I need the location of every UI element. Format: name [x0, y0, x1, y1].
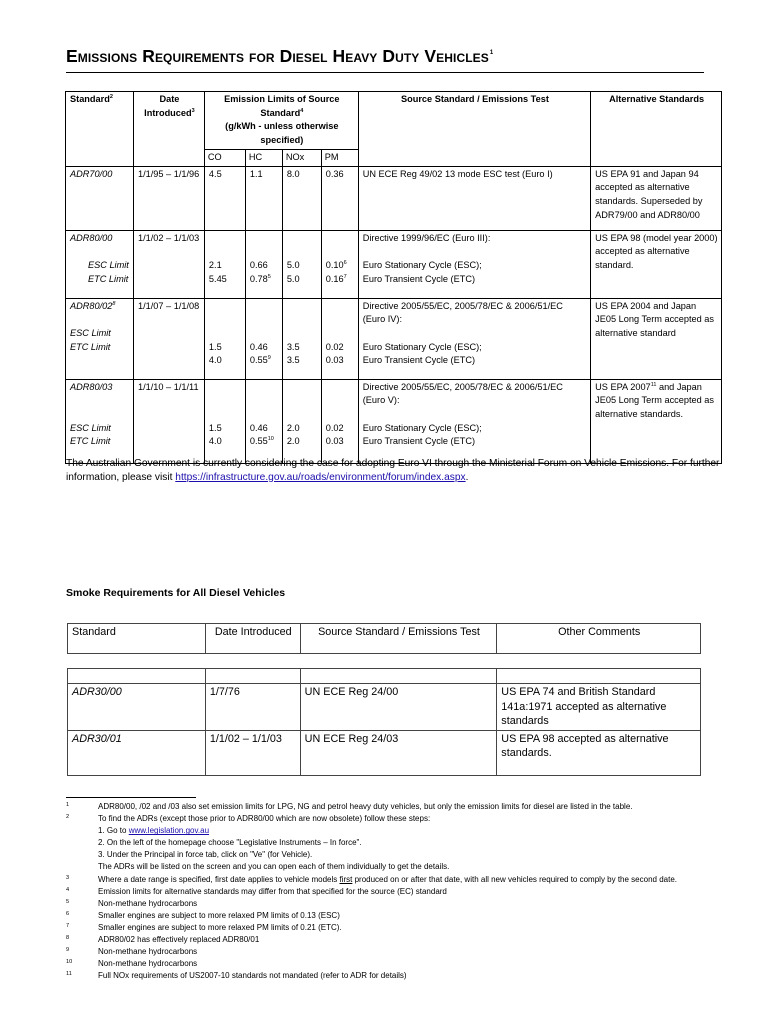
table-header-row — [66, 92, 722, 150]
table-row — [68, 669, 701, 684]
cell-alternative: US EPA 91 and Japan 94 accepted as alternative standards. Superseded by ADR79/00 and ADR80/00 — [591, 166, 722, 230]
cell-source: Directive 2005/55/EC, 2005/78/EC & 2006/51/EC (Euro IV): Euro Stationary Cycle (ESC); Euro Transient Cycle (ETC) — [358, 298, 590, 379]
cell-alternative: US EPA 2004 and Japan JE05 Long Term accepted as alternative standard — [591, 298, 722, 379]
cell-date: 1/1/95 – 1/1/96 — [133, 166, 204, 230]
footnote-ref[interactable]: 8 — [112, 300, 116, 307]
page-title-text: Emissions Requirements for Diesel Heavy Duty Vehicles — [66, 46, 489, 66]
cell-pm: 0.02 0.03 — [321, 379, 358, 463]
cell-nox: 5.0 5.0 — [282, 230, 321, 298]
footnote: 8 ADR80/02 has effectively replaced ADR80/01 — [66, 935, 260, 945]
footnote-ref[interactable]: 7 — [343, 273, 347, 280]
title-footnote-ref[interactable]: 1 — [489, 50, 494, 56]
cell-nox: 8.0 — [282, 166, 321, 230]
footnote-separator — [66, 797, 196, 798]
footnote-ref[interactable]: 2 — [109, 94, 113, 100]
cell-hc: 0.66 0.78$^5$ — [245, 230, 282, 298]
euro-vi-note: The Australian Government is currently considering the case for adopting Euro VI through the Ministerial Forum on Vehicle Emissions. For further information, please visit https://infrastructure.gov.au/roads/environment/forum/index.aspx. — [66, 458, 720, 483]
cell-hc: 0.46 0.55$^{10}$ — [245, 379, 282, 463]
cell-source: UN ECE Reg 24/03 — [300, 730, 497, 775]
cell-comments: US EPA 74 and British Standard 141a:1971 accepted as alternative standards — [497, 684, 701, 731]
cell-date: 1/7/76 — [205, 684, 300, 731]
footnotes — [66, 801, 726, 982]
page-title — [66, 46, 493, 67]
footnote-ref[interactable]: 3 — [191, 107, 195, 114]
cell-co: 2.1 5.45 — [204, 230, 245, 298]
footnote-ref[interactable]: 6 — [343, 259, 347, 266]
footnote: 10 Non-methane hydrocarbons — [66, 959, 198, 969]
footnote: 4 Emission limits for alternative standards may differ from that specified for the source (EC) standard — [66, 886, 447, 896]
cell-co: 4.5 — [204, 166, 245, 230]
footnote: 1 ADR80/00, /02 and /03 also set emission limits for LPG, NG and petrol heavy duty vehicles, but only the emission limits for diesel are listed in the table. — [66, 802, 633, 811]
table-row — [68, 684, 701, 731]
cell-pm: 0.10$^6$ 0.16$^7$ — [321, 230, 358, 298]
footnote: 9 Non-methane hydrocarbons — [66, 947, 198, 957]
footnote: 2 To find the ADRs (except those prior to ADR80/00 which are now obsolete) follow these steps: 1. Go to www.legislation.gov.au 2. On the left of the homepage choose "Legislative Instruments – In force". 3. Under the Principal in force tab, click on "Ve" (for Vehicle). The ADRs will be listed on the screen and you can open each of them individually to get the details. — [66, 814, 450, 872]
cell-pm: 0.02 0.03 — [321, 298, 358, 379]
footnote: 6 Smaller engines are subject to more relaxed PM limits of 0.13 (ESC) — [66, 910, 340, 920]
footnote-ref[interactable]: 10 — [267, 436, 274, 443]
cell-source: UN ECE Reg 49/02 13 mode ESC test (Euro I) — [358, 166, 590, 230]
footnote: 7 Smaller engines are subject to more relaxed PM limits of 0.21 (ETC). — [66, 922, 342, 932]
cell-hc: 1.1 — [245, 166, 282, 230]
table-row — [66, 379, 722, 463]
empty-cell — [205, 669, 300, 684]
emissions-table — [65, 91, 722, 464]
cell-source: UN ECE Reg 24/00 — [300, 684, 497, 731]
forum-link[interactable]: https://infrastructure.gov.au/roads/environment/forum/index.aspx — [175, 471, 466, 483]
header-source-standard: Source Standard / Emissions Test — [358, 92, 590, 167]
empty-cell — [300, 669, 497, 684]
cell-standard: ADR70/00 — [66, 166, 134, 230]
empty-cell — [68, 669, 206, 684]
table-row — [68, 730, 701, 775]
cell-date: 1/1/02 – 1/1/03 — [133, 230, 204, 298]
footnote-ref[interactable]: 4 — [300, 107, 304, 114]
title-underline — [66, 72, 704, 73]
smoke-heading: Smoke Requirements for All Diesel Vehicles — [66, 587, 286, 599]
cell-source: Directive 1999/96/EC (Euro III): Euro Stationary Cycle (ESC); Euro Transient Cycle (ETC) — [358, 230, 590, 298]
header-emission-limits: Emission Limits of Source Standard$^4$ (g/kWh - unless otherwise specified) — [204, 92, 358, 150]
cell-source: Directive 2005/55/EC, 2005/78/EC & 2006/51/EC (Euro V): Euro Stationary Cycle (ESC); Euro Transient Cycle (ETC) — [358, 379, 590, 463]
header-standard: Standard$^2$ — [66, 92, 134, 167]
cell-standard: ADR30/00 — [68, 684, 206, 731]
cell-co: 1.5 4.0 — [204, 298, 245, 379]
table-header-row — [68, 624, 701, 654]
cell-nox: 2.0 2.0 — [282, 379, 321, 463]
footnote: 5 Non-methane hydrocarbons — [66, 898, 198, 908]
cell-date: 1/1/10 – 1/1/11 — [133, 379, 204, 463]
header-co: CO — [204, 149, 245, 166]
header-date-introduced: Date Introduced — [205, 624, 300, 654]
header-source-standard: Source Standard / Emissions Test — [300, 624, 497, 654]
cell-pm: 0.36 — [321, 166, 358, 230]
cell-alternative: US EPA 2007$^{11}$ and Japan JE05 Long Term accepted as alternative standards. — [591, 379, 722, 463]
cell-alternative: US EPA 98 (model year 2000) accepted as alternative standard. — [591, 230, 722, 298]
cell-comments: US EPA 98 accepted as alternative standards. — [497, 730, 701, 775]
cell-hc: 0.46 0.55$^9$ — [245, 298, 282, 379]
footnote: 11 Full NOx requirements of US2007-10 standards not mandated (refer to ADR for details) — [66, 971, 407, 981]
cell-standard: ADR80/00 ESC Limit ETC Limit — [66, 230, 134, 298]
footnote-ref[interactable]: 11 — [650, 381, 657, 388]
header-hc: HC — [245, 149, 282, 166]
cell-nox: 3.5 3.5 — [282, 298, 321, 379]
table-row — [66, 230, 722, 298]
footnote-ref[interactable]: 5 — [267, 273, 271, 280]
footnote: 3 Where a date range is specified, first date applies to vehicle models first produced on or after that date, with all new vehicles required to comply by the second date. — [66, 874, 677, 884]
cell-standard: ADR80/03 ESC Limit ETC Limit — [66, 379, 134, 463]
header-pm: PM — [321, 149, 358, 166]
table-row — [66, 166, 722, 230]
cell-standard: $ADR80/02^8$ ESC Limit ETC Limit — [66, 298, 134, 379]
smoke-header-table — [67, 623, 701, 654]
cell-standard: ADR30/01 — [68, 730, 206, 775]
cell-date: 1/1/07 – 1/1/08 — [133, 298, 204, 379]
empty-cell — [497, 669, 701, 684]
legislation-link[interactable]: www.legislation.gov.au — [128, 826, 210, 836]
cell-date: 1/1/02 – 1/1/03 — [205, 730, 300, 775]
footnote-ref[interactable]: 9 — [267, 355, 271, 362]
header-alternative-standards: Alternative Standards — [591, 92, 722, 167]
smoke-table — [67, 668, 701, 776]
table-row — [66, 298, 722, 379]
cell-co: 1.5 4.0 — [204, 379, 245, 463]
header-other-comments: Other Comments — [497, 624, 701, 654]
header-nox: NOx — [282, 149, 321, 166]
header-date-introduced: Date Introduced$^3$ — [133, 92, 204, 167]
header-standard: Standard — [68, 624, 206, 654]
